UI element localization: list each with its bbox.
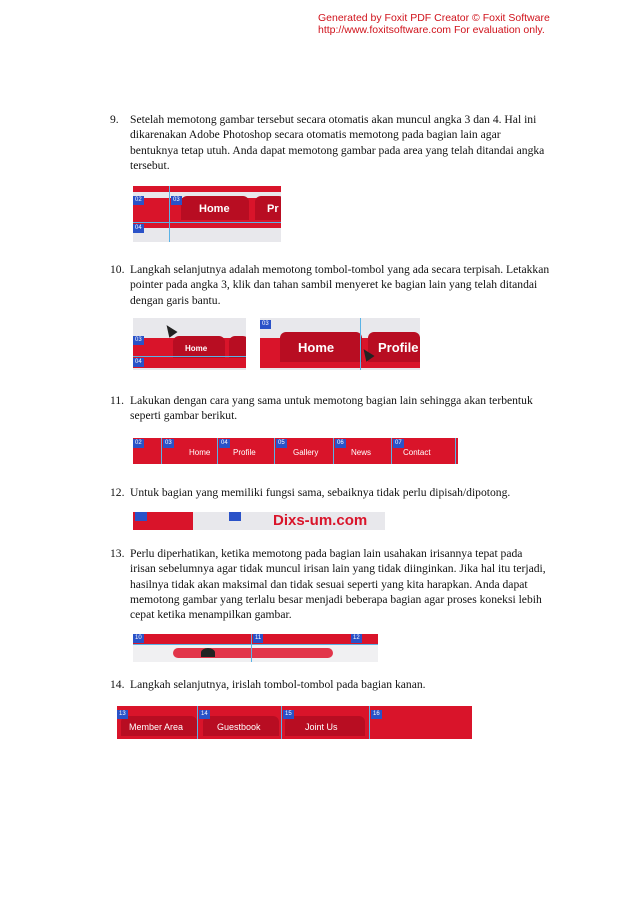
step-number: 9. [110, 113, 119, 126]
slice-label: 05 [278, 440, 285, 446]
step-9 [110, 112, 550, 173]
figure-10a-slices [133, 318, 246, 370]
slice-label: 16 [373, 711, 380, 717]
step-14 [110, 677, 550, 692]
nav-tab-guestbook: Guestbook [217, 722, 261, 732]
step-11 [110, 393, 550, 424]
figure-9-slices [133, 186, 281, 242]
slice-label: 12 [353, 635, 360, 641]
nav-tab-member-area: Member Area [129, 722, 184, 732]
slice-label: 06 [337, 440, 344, 446]
figure-14-slices [117, 706, 472, 739]
step-text: Lakukan dengan cara yang sama untuk memotong bagian lain sehingga akan terbentuk seperti gambar berikut. [130, 394, 533, 423]
nav-tab-home: Home [185, 344, 208, 353]
figure-10b-slices [260, 318, 420, 370]
nav-tab-profile: Profile [378, 340, 419, 355]
slice-label: 07 [395, 440, 402, 446]
nav-tab-profile: Profile [233, 448, 256, 457]
slice-label: 03 [173, 197, 180, 203]
bird-icon [201, 648, 215, 657]
slice-label: 13 [119, 711, 126, 717]
nav-tab-profile: Pr [267, 203, 279, 215]
slice-label: 03 [262, 321, 269, 327]
nav-tab-gallery: Gallery [293, 448, 319, 457]
figure-12-banner [133, 512, 385, 530]
figure-11-slices [133, 438, 458, 464]
nav-tab-home: Home [199, 203, 230, 215]
watermark-line-2: http://www.foxitsoftware.com For evaluation only. [318, 24, 545, 36]
banner-title: Dixs-um.com [273, 512, 368, 529]
slice-label: 03 [165, 440, 172, 446]
slice-label: 04 [221, 440, 228, 446]
slice-label: 10 [135, 635, 142, 641]
step-text: Untuk bagian yang memiliki fungsi sama, sebaiknya tidak perlu dipisah/dipotong. [130, 486, 511, 499]
step-number: 12. [110, 486, 125, 499]
slice-label: 15 [285, 711, 292, 717]
step-number: 13. [110, 547, 125, 560]
nav-tab-joint-us: Joint Us [305, 722, 338, 732]
step-text: Setelah memotong gambar tersebut secara otomatis akan muncul angka 3 dan 4. Hal ini dikarenakan Adobe Photoshop secara otomatis memotong pada bagian lain agar bentuknya tetap utuh. Anda dapat memotong gambar pada area yang telah ditandai angka tersebut. [130, 113, 545, 172]
nav-tab-home: Home [298, 340, 335, 355]
figure-13-slices [133, 634, 378, 662]
step-12 [110, 485, 550, 500]
slice-label: 14 [201, 711, 208, 717]
step-number: 11. [110, 394, 125, 407]
slice-label: 03 [135, 337, 142, 343]
step-text: Langkah selanjutnya, irislah tombol-tombol pada bagian kanan. [130, 678, 426, 691]
nav-tab-contact: Contact [403, 448, 431, 457]
nav-tab-news: News [351, 448, 372, 457]
slice-label: 04 [135, 359, 142, 365]
nav-tab-home: Home [189, 448, 211, 457]
step-10 [110, 262, 550, 308]
step-13 [110, 546, 550, 622]
cursor-icon [162, 322, 177, 338]
step-text: Langkah selanjutnya adalah memotong tombol-tombol yang ada secara terpisah. Letakkan pointer pada angka 3, klik dan tahan sambil menyeret ke bagian lain yang telah ditandai dengan garis bantu. [130, 263, 550, 307]
slice-label: 02 [135, 197, 142, 203]
slice-label [229, 512, 241, 521]
watermark-line-1: Generated by Foxit PDF Creator © Foxit Software [318, 12, 550, 24]
slice-label: 02 [135, 440, 142, 446]
slice-label: 11 [255, 635, 262, 641]
step-number: 14. [110, 678, 125, 691]
watermark [318, 12, 550, 36]
step-number: 10. [110, 263, 125, 276]
step-text: Perlu diperhatikan, ketika memotong pada bagian lain usahakan irisannya tepat pada irisan sebelumnya agar tidak muncul irisan lain yang tidak diinginkan. Jika hal itu terjadi, hasilnya tidak akan maksimal dan tidak sesuai seperti yang kita harapkan. Anda dapat memotong gambar yang terlalu besar menjadi beberapa bagian agar proses koneksi lebih cepat ketika menampilkan gambar. [130, 547, 546, 622]
slice-label: 04 [135, 225, 142, 231]
slice-label [135, 512, 147, 521]
